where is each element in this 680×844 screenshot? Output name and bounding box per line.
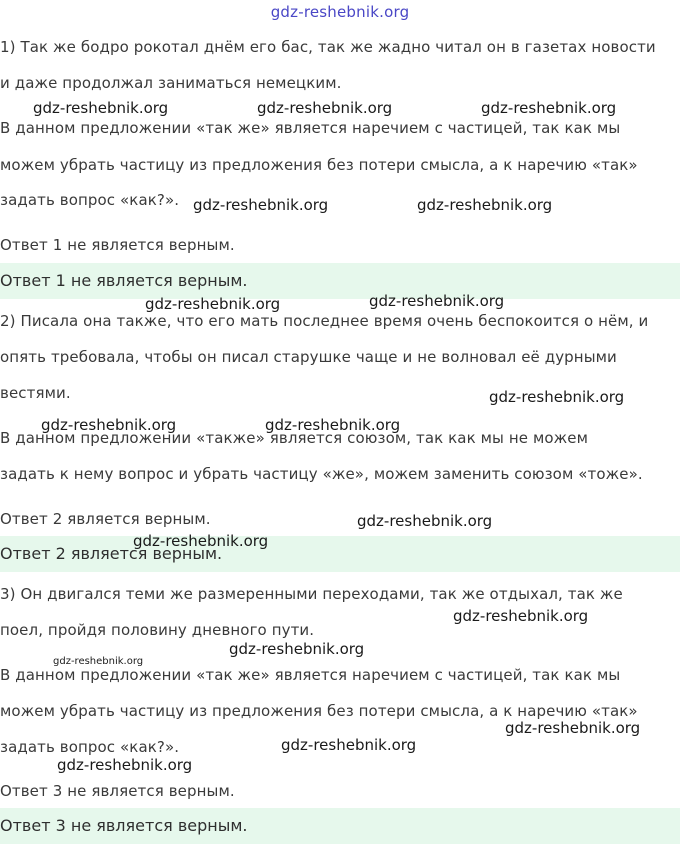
sentence-line: и даже продолжал заниматься немецким. (0, 74, 342, 92)
sentence-line: 3) Он двигался теми же размеренными переходами, так же отдыхал, так же (0, 585, 623, 603)
sentence-line: опять требовала, чтобы он писал старушке чаще и не волновал её дурными (0, 348, 617, 366)
explanation-line: можем убрать частицу из предложения без потери смысла, а к наречию «так» (0, 156, 638, 174)
watermark: gdz-reshebnik.org (41, 416, 177, 434)
verdict-text: Ответ 1 не является верным. (0, 236, 235, 254)
sentence-line: 2) Писала она также, что его мать последнее время очень беспокоится о нём, и (0, 312, 649, 330)
watermark: gdz-reshebnik.org (357, 512, 493, 530)
answer-box (0, 536, 680, 572)
sentence-line: 1) Так же бодро рокотал днём его бас, так же жадно читал он в газетах новости (0, 38, 656, 56)
watermark: gdz-reshebnik.org (133, 532, 269, 550)
answer-box (0, 808, 680, 844)
answer-text: Ответ 3 не является верным. (0, 816, 248, 835)
watermark: gdz-reshebnik.org (145, 295, 281, 313)
explanation-line: В данном предложении «также» является союзом, так как мы не можем (0, 429, 589, 447)
watermark: gdz-reshebnik.org (57, 756, 193, 774)
watermark: gdz-reshebnik.org (193, 196, 329, 214)
watermark: gdz-reshebnik.org (265, 416, 401, 434)
answer-text: Ответ 2 является верным. (0, 544, 223, 563)
explanation-line: задать к нему вопрос и убрать частицу «же», можем заменить союзом «тоже». (0, 465, 643, 483)
verdict-text: Ответ 3 не является верным. (0, 782, 235, 800)
sentence-line: поел, пройдя половину дневного пути. (0, 621, 315, 639)
verdict-text: Ответ 2 является верным. (0, 510, 211, 528)
watermark: gdz-reshebnik.org (481, 99, 617, 117)
watermark: gdz-reshebnik.org (369, 292, 505, 310)
explanation-line: можем убрать частицу из предложения без потери смысла, а к наречию «так» (0, 702, 638, 720)
explanation-line: задать вопрос «как?». (0, 738, 180, 756)
explanation-line: задать вопрос «как?». (0, 191, 180, 209)
explanation-line: В данном предложении «так же» является наречием с частицей, так как мы (0, 666, 621, 684)
watermark: gdz-reshebnik.org (229, 640, 365, 658)
watermark: gdz-reshebnik.org (257, 99, 393, 117)
answer-box (0, 263, 680, 299)
sentence-line: вестями. (0, 384, 71, 402)
watermark: gdz-reshebnik.org (33, 99, 169, 117)
watermark: gdz-reshebnik.org (489, 388, 625, 406)
watermark: gdz-reshebnik.org (453, 607, 589, 625)
site-header (0, 0, 680, 24)
watermark: gdz-reshebnik.org (281, 736, 417, 754)
explanation-line: В данном предложении «так же» является наречием с частицей, так как мы (0, 119, 621, 137)
site-name[interactable]: gdz-reshebnik.org (270, 3, 410, 21)
watermark: gdz-reshebnik.org (505, 719, 641, 737)
answer-text: Ответ 1 не является верным. (0, 271, 248, 290)
watermark: gdz-reshebnik.org (417, 196, 553, 214)
watermark: gdz-reshebnik.org (53, 656, 144, 667)
